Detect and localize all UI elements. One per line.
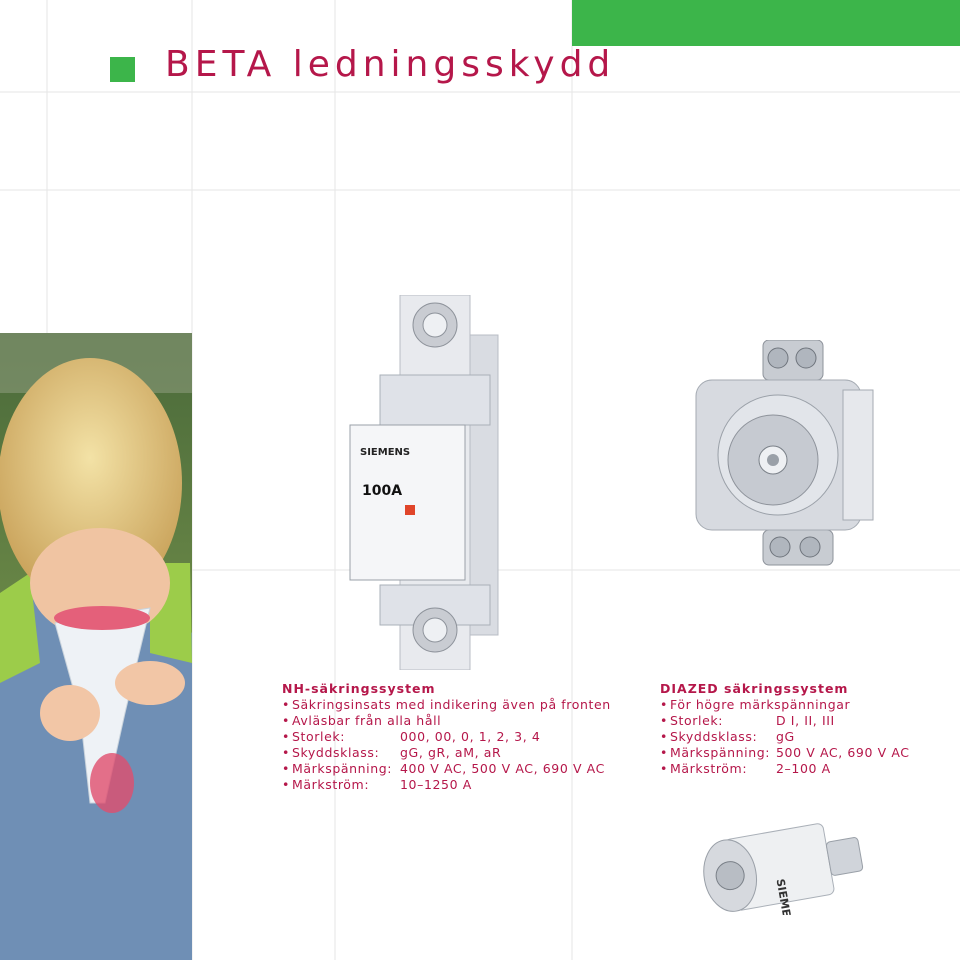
spec-row: • Märkström: 2–100 A [660, 761, 831, 776]
top-accent-bar [572, 0, 960, 46]
child-photo [0, 333, 192, 960]
diazed-base-image [688, 340, 878, 570]
spec-row: • Skyddsklass: gG, gR, aM, aR [282, 745, 502, 760]
nh-section [282, 681, 611, 793]
spec-row: • Märkström: 10–1250 A [282, 777, 472, 792]
nh-rating-text: 100A [362, 483, 403, 499]
list-item: • Säkringsinsats med indikering även på fronten [282, 697, 611, 712]
spec-row: • Skyddsklass: gG [660, 729, 795, 744]
diazed-brand-text: SIEMENS [773, 877, 796, 915]
list-item: • Avläsbar från alla håll [282, 713, 442, 728]
list-item: • För högre märkspänningar [660, 697, 851, 712]
nh-fuse-holder-image [340, 295, 520, 670]
spec-row: • Storlek: 000, 00, 0, 1, 2, 3, 4 [282, 729, 541, 744]
spec-row: • Märkspänning: 500 V AC, 690 V AC [660, 745, 910, 760]
page-title: BETA ledningsskydd [165, 44, 616, 85]
spec-row: • Märkspänning: 400 V AC, 500 V AC, 690 V AC [282, 761, 605, 776]
title-square [110, 57, 135, 82]
diazed-section [660, 681, 910, 777]
diazed-fuse-image [700, 820, 870, 915]
nh-brand-text: SIEMENS [360, 447, 411, 458]
diazed-heading: DIAZED säkringssystem [660, 681, 849, 696]
spec-row: • Storlek: D I, II, III [660, 713, 835, 728]
nh-heading: NH-säkringssystem [282, 681, 436, 696]
